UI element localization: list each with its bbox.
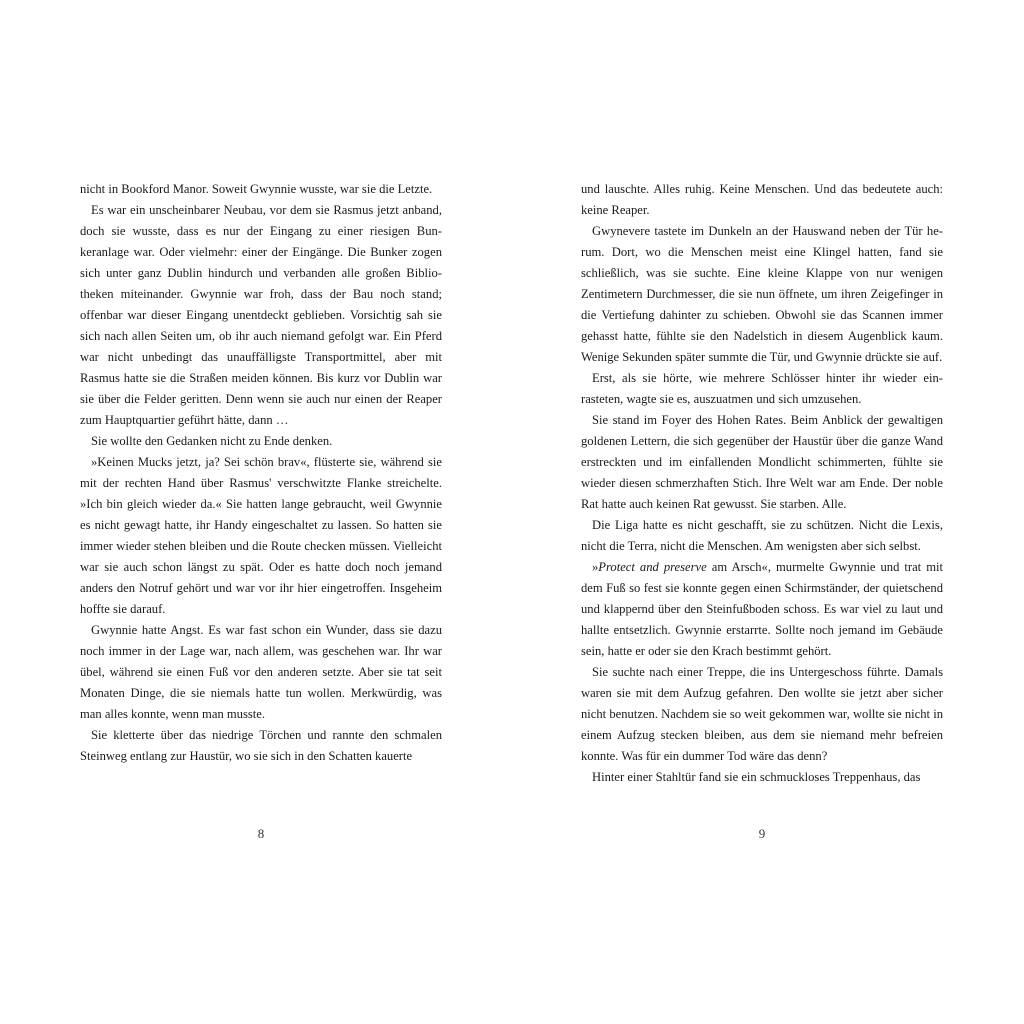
page-number-left: 8 <box>257 826 265 841</box>
italic-phrase: Protect and preserve <box>598 560 707 574</box>
paragraph: Sie suchte nach einer Treppe, die ins Untergeschoss führte. Damals waren sie mit dem Aufzug gefahren. Den wollte sie jetzt aber sicher nicht benutzen. Nachdem sie so weit gekommen war, wollte sie nicht in einem Aufzug stecken bleiben, aus dem sie niemand mehr befreien konnte. Was für ein dummer Tod wäre das denn? <box>581 665 943 763</box>
paragraph: »Keinen Mucks jetzt, ja? Sei schön brav«, flüsterte sie, während sie mit der rechten Hand über Rasmus' verschwitzte Flanke streichelte. »Ich bin gleich wieder da.« Sie hatten lange gebraucht, weil Gwynnie es nicht gewagt hatte, ihr Handy eingeschaltet zu lassen. So hatten sie immer wieder stehen bleiben und die Route checken müssen. Vielleicht war sie auch schon längst zu spät. Oder es hatte doch noch jemand anders den Notruf gehört und war vor ihr hier eingetroffen. Insgeheim hoffte sie darauf. <box>80 455 442 616</box>
paragraph: und lauschte. Alles ruhig. Keine Menschen. Und das bedeutete auch: keine Reaper. <box>581 182 943 217</box>
paragraph: Gwynevere tastete im Dunkeln an der Hauswand neben der Tür herum. Dort, wo die Menschen meist eine Klingel hatten, fand sie schließlich, was sie suchte. Eine kleine Klappe von nur wenigen Zentimetern Durchmesser, die sie nun öffnete, um ihren Zeigefinger in die Vertiefung dahinter zu schieben. Obwohl sie das Scannen immer gehasst hatte, fühlte sie den Nadelstich in diesem Augenblick kaum. Wenige Sekunden später summte die Tür, und Gwynnie drückte sie auf. <box>581 224 943 364</box>
paragraph: Gwynnie hatte Angst. Es war fast schon ein Wunder, dass sie dazu noch immer in der Lage war, nach allem, was geschehen war. Ihr war übel, während sie einen Fuß vor den anderen setzte. Aber sie tat seit Monaten Dinge, die sie niemals hatte tun wollen. Merkwürdig, was man alles konnte, wenn man musste. <box>80 623 442 721</box>
page-number-right: 9 <box>758 826 766 841</box>
paragraph: Erst, als sie hörte, wie mehrere Schlösser hinter ihr wieder einrasteten, wagte sie es, auszuatmen und sich umzusehen. <box>581 371 943 406</box>
paragraph: Es war ein unscheinbarer Neubau, vor dem sie Rasmus jetzt anband, doch sie wusste, dass es nur der Eingang zu einer riesigen Bunkeranlage war. Oder vielmehr: einer der Eingänge. Die Bunker zogen sich unter ganz Dublin hindurch und verbanden alle großen Bibliotheken miteinander. Gwynnie war froh, dass der Bau noch stand; offenbar war dieser Eingang unentdeckt geblieben. Vorsichtig sah sie sich nach allen Seiten um, ob ihr auch niemand gefolgt war. Ein Pferd war nicht unbedingt das unauffälligste Transportmittel, aber mit Rasmus hatte sie die Straßen meiden können. Bis kurz vor Dublin war sie über die Felder geritten. Denn wenn sie auch nur einen der Reaper zum Hauptquartier geführt hätte, dann … <box>80 203 442 427</box>
paragraph: Die Liga hatte es nicht geschafft, sie zu schützen. Nicht die Lexis, nicht die Terra, nicht die Menschen. Am wenigsten aber sich selbst. <box>581 518 943 553</box>
paragraph: Hinter einer Stahltür fand sie ein schmuckloses Treppenhaus, das <box>592 770 921 784</box>
right-page-text <box>581 179 943 788</box>
left-page <box>80 179 442 767</box>
right-page <box>581 179 943 788</box>
paragraph: Sie stand im Foyer des Hohen Rates. Beim Anblick der gewaltigen goldenen Lettern, die sich gegenüber der Haustür über die ganze Wand erstreckten und im einfallenden Mondlicht schimmerten, fühlte sie wieder diesen schmerzhaften Stich. Ihre Welt war am Ende. Der noble Rat hatte auch keinen Rat gewusst. Sie starben. Alle. <box>581 413 943 511</box>
paragraph: Sie wollte den Gedanken nicht zu Ende denken. <box>91 434 333 448</box>
paragraph: »Protect and preserve am Arsch«, murmelte Gwynnie und trat mit dem Fuß so fest sie konnte gegen einen Schirmständer, der quietschend und klappernd über den Steinfußboden schoss. Es war viel zu laut und hallte entsetzlich. Gwynnie erstarrte. Sollte noch jemand im Gebäude sein, hatte er oder sie den Krach bestimmt gehört. <box>581 560 943 658</box>
paragraph: nicht in Bookford Manor. Soweit Gwynnie wusste, war sie die Letzte. <box>80 182 433 196</box>
paragraph: Sie kletterte über das niedrige Törchen und rannte den schmalen Steinweg entlang zur Haustür, wo sie sich in den Schatten kauerte <box>80 728 442 763</box>
left-page-text <box>80 179 442 767</box>
